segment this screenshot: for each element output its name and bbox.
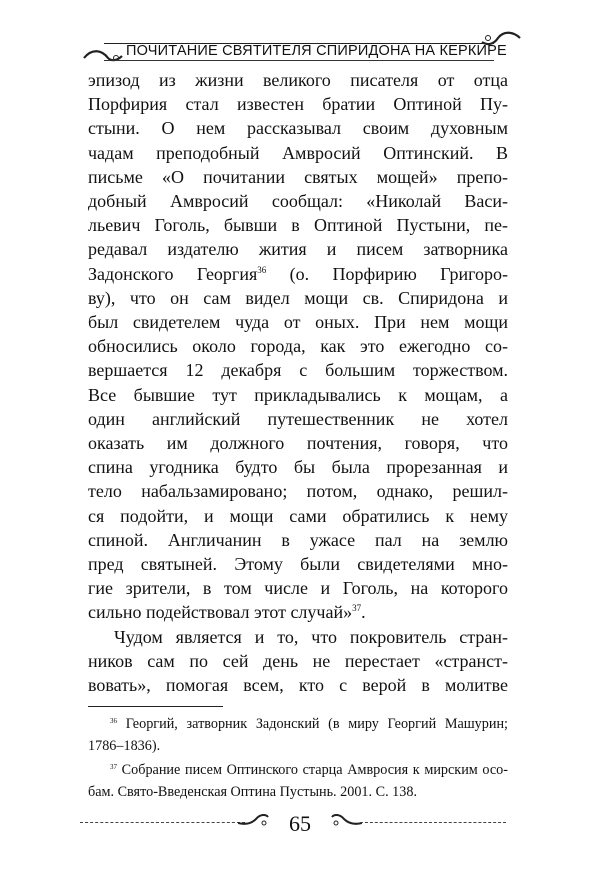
text-line: оказать им должного почтения, говоря, что — [88, 433, 508, 454]
text-line: ву), что он сам видел мощи св. Спиридона и — [88, 287, 508, 308]
body-text — [88, 68, 508, 697]
text-line: вершается 12 декабря с большим торжеством. — [88, 360, 508, 381]
footnote-text: 1786–1836). — [88, 737, 161, 754]
text-line: добный Амвросий сообщал: «Николай Васи- — [88, 191, 508, 212]
text-line: ся подойти, и мощи сами обратились к нему — [88, 505, 508, 526]
text-line: вовать», помогая всем, кто с верой в молитве — [88, 675, 508, 696]
text-run: Задонского Георгия — [88, 263, 258, 284]
text-line: один английский путешественник не хотел — [88, 408, 508, 429]
header-title: ПОЧИТАНИЕ СВЯТИТЕЛЯ СПИРИДОНА НА КЕРКИРЕ — [126, 43, 507, 59]
flourish-ornament-icon — [82, 46, 126, 64]
footnote-number: 36 — [110, 717, 117, 725]
footnote-text: Собрание писем Оптинского старца Амвросия к мирским осо- — [121, 762, 508, 778]
page-number: 65 — [289, 811, 311, 836]
header-underline — [104, 60, 494, 61]
flourish-ornament-icon — [478, 30, 522, 48]
text-run: сильно подействовал этот случай» — [88, 602, 353, 623]
text-run: . — [361, 602, 366, 623]
flourish-ornament-icon — [330, 811, 362, 829]
text-line: тело набальзамировано; потом, однако, решил- — [88, 481, 508, 502]
text-line: обносились около города, как это ежегодно со- — [88, 336, 508, 357]
text-line: стыни. О нем рассказывал своим духовным — [88, 118, 508, 139]
text-line: спиной. Англичанин в ужасе пал на землю — [88, 529, 508, 550]
text-line: редавал издателю жития и писем затворника — [88, 239, 508, 260]
footnote-37 — [88, 760, 508, 782]
text-line: гие зрители, в том числе и Гоголь, на которого — [88, 578, 508, 599]
text-line: Чудом является и то, что покровитель стран- — [114, 626, 508, 647]
footnote-ref[interactable]: 36 — [257, 264, 267, 275]
text-line: был свидетелем чуда от оных. При нем мощи — [88, 312, 508, 333]
footnotes — [88, 714, 508, 803]
footnote-text: бам. Свято-Введенская Оптина Пустынь. 2001. С. 138. — [88, 783, 418, 800]
text-line: письме «О почитании святых мощей» препо- — [88, 166, 508, 187]
text-line: Порфирия стал известен братии Оптиной Пу- — [88, 94, 508, 115]
running-header — [82, 38, 522, 62]
text-line — [88, 600, 508, 624]
footnote-number: 37 — [110, 763, 117, 771]
text-line: спина угодника будто бы была прорезанная и — [88, 457, 508, 478]
text-line — [88, 262, 508, 286]
text-run: (о. Порфирию Григоро- — [266, 263, 508, 284]
text-line: чадам преподобный Амвросий Оптинский. В — [88, 142, 508, 163]
text-line: ников сам по сей день не перестает «странст- — [88, 650, 508, 671]
footnote-ref[interactable]: 37 — [352, 603, 362, 614]
text-line: эпизод из жизни великого писателя от отца — [88, 70, 508, 90]
footnote-36 — [88, 714, 508, 736]
text-line: льевич Гоголь, бывши в Оптиной Пустыни, пе- — [88, 215, 508, 236]
footnote-text: Георгий, затворник Задонский (в миру Георгий Машурин; — [125, 716, 508, 732]
footnote-separator — [88, 706, 223, 707]
text-line: Все бывшие тут прикладывались к мощам, а — [88, 384, 508, 405]
text-line: пред святыней. Этому были свидетелями мно- — [88, 554, 508, 575]
footer-rule — [360, 822, 506, 823]
